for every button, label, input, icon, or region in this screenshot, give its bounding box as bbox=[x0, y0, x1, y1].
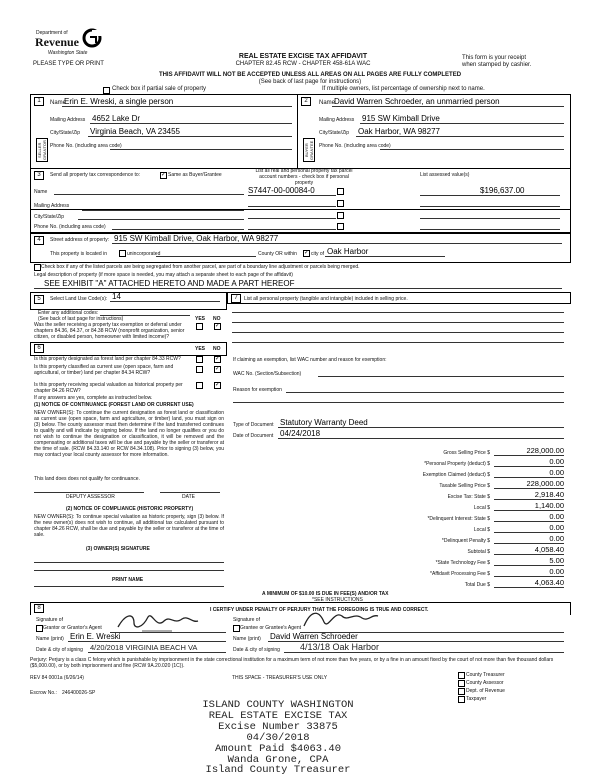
buyer-name[interactable]: David Warren Schroeder, an unmarried person bbox=[334, 97, 500, 106]
personal-property-line-2[interactable] bbox=[232, 322, 564, 323]
buyer-name-label: Name bbox=[319, 100, 336, 106]
tax-line-label: *Delinquent Penalty $ bbox=[441, 538, 490, 544]
owner-signature-line[interactable] bbox=[34, 562, 224, 563]
seller-mailing-line bbox=[90, 123, 292, 124]
correspondence-city-label: City/State/Zip bbox=[34, 214, 65, 220]
current-use-yes-checkbox[interactable] bbox=[196, 366, 203, 373]
parcel-line-4[interactable] bbox=[248, 229, 336, 230]
section-6-yes-header: YES bbox=[195, 346, 206, 352]
grantor-date-label: Date & city of signing bbox=[36, 647, 83, 653]
stamp-line-4: 04/30/2018 bbox=[246, 732, 310, 744]
tax-line-underline bbox=[494, 532, 564, 533]
buyer-mailing[interactable]: 915 SW Kimball Drive bbox=[362, 114, 440, 123]
print-name-label: PRINT NAME bbox=[112, 577, 144, 583]
deputy-signature-line[interactable] bbox=[34, 492, 144, 493]
send-correspondence-label: Send all property tax correspondence to: bbox=[50, 172, 141, 178]
seller-name-label: Name bbox=[50, 100, 67, 106]
parcel-number[interactable]: S7447-00-00084-0 bbox=[248, 186, 315, 195]
exemption-question: Was the seller receiving a property tax exemption or deferral under chapters 84.36, 84.37, or 84.38 RCW (nonprofit organization, senior citizen, or disabled person, homeowner with limited income)? bbox=[34, 322, 185, 340]
correspondence-name-line[interactable] bbox=[54, 194, 244, 195]
personal-property-line-3[interactable] bbox=[232, 332, 564, 333]
grantor-signature-line bbox=[110, 632, 226, 633]
escrow-label: Escrow No.: bbox=[30, 690, 57, 696]
tax-line-underline bbox=[494, 488, 564, 489]
section-1-number: 1 bbox=[34, 97, 44, 106]
wac-label: WAC No. (Section/Subsection) bbox=[233, 371, 302, 377]
land-use-line bbox=[110, 301, 220, 302]
forest-land-question: Is this property designated as forest land per chapter 84.33 RCW? bbox=[34, 356, 181, 362]
partial-sale-checkbox[interactable] bbox=[103, 87, 110, 94]
buyer-name-line bbox=[332, 106, 564, 107]
buyer-city-line bbox=[356, 136, 564, 137]
tax-line-label: *State Technology Fee $ bbox=[435, 560, 490, 566]
tax-line-underline bbox=[494, 499, 564, 500]
doc-type-label: Type of Document bbox=[233, 422, 274, 428]
buyer-city[interactable]: Oak Harbor, WA 98277 bbox=[358, 127, 440, 136]
property-city-line bbox=[325, 256, 445, 257]
segregated-label: Check box if any of the listed parcels are being segregated from another parcel, are part of a boundary line adjustment or parcels being merged. bbox=[41, 264, 360, 270]
located-label: This property is located in bbox=[50, 251, 107, 257]
additional-codes-line[interactable] bbox=[100, 315, 190, 316]
tax-line-value[interactable]: 1,140.00 bbox=[534, 501, 564, 510]
perjury-statement: Perjury: Perjury is a class C felony which is punishable by imprisonment in the state correctional institution for a maximum term of not more than five years, or by a fine in an amount fixed by the court of not more than five thousand dollars ($5,000.00), or by both imprisonment and fine (RCW 9A.20.020 (1C)). bbox=[30, 657, 554, 669]
doc-date-line bbox=[278, 438, 564, 439]
notice-continuance-title: (1) NOTICE OF CONTINUANCE (FOREST LAND OR CURRENT USE) bbox=[34, 402, 194, 408]
parcel-line-1 bbox=[248, 195, 336, 196]
exemption-no-checkbox[interactable]: ✓ bbox=[215, 323, 221, 329]
personal-property-line-4[interactable] bbox=[232, 342, 564, 343]
correspondence-city-line[interactable] bbox=[78, 219, 244, 220]
grantor-name-line bbox=[68, 641, 226, 642]
tax-line-value[interactable]: 4,063.40 bbox=[534, 578, 564, 587]
reason-line-2[interactable] bbox=[233, 402, 564, 403]
tax-line-label: *Personal Property (deduct) $ bbox=[424, 461, 490, 467]
reason-label: Reason for exemption bbox=[233, 387, 282, 393]
additional-codes-note: (See back of last page for instructions) bbox=[38, 316, 124, 322]
seller-name[interactable]: Erin E. Wreski, a single person bbox=[64, 97, 174, 106]
correspondence-mailing-line[interactable] bbox=[82, 210, 244, 211]
tax-line-label: *Delinquent Interest: State $ bbox=[427, 516, 490, 522]
please-type: PLEASE TYPE OR PRINT bbox=[33, 61, 104, 67]
exemption-yes-checkbox[interactable] bbox=[196, 323, 203, 330]
stamp-line-2: REAL ESTATE EXCISE TAX bbox=[208, 710, 348, 722]
any-yes-note: If any answers are yes, complete as instructed below. bbox=[34, 395, 153, 401]
seller-city-line bbox=[88, 136, 292, 137]
grantee-date-line bbox=[284, 652, 564, 653]
current-use-question: Is this property classified as current use (open space, farm and agricultural, or timber) land per chapter 84.34 RCW? bbox=[34, 364, 174, 376]
section-4-number: 4 bbox=[34, 236, 44, 245]
washington-logo-icon bbox=[82, 28, 102, 48]
grantor-date-city[interactable]: 4/20/2018 VIRGINIA BEACH VA bbox=[90, 643, 198, 652]
grantor-signature-label: Signature of bbox=[36, 617, 63, 623]
legal-description[interactable]: SEE EXHIBIT "A" ATTACHED HERETO AND MADE A PART HEREOF bbox=[44, 279, 295, 288]
land-qualify-statement: This land does does not qualify for continuance. bbox=[34, 476, 140, 482]
tax-line-underline bbox=[494, 565, 564, 566]
grantee-date-city[interactable]: 4/13/18 Oak Harbor bbox=[300, 642, 380, 652]
tax-line-underline bbox=[494, 455, 564, 456]
tax-line-value[interactable]: 228,000.00 bbox=[526, 446, 564, 455]
tax-line-label: Local $ bbox=[473, 527, 490, 533]
parcel-2-personal-checkbox[interactable] bbox=[337, 200, 344, 207]
partial-sale-label: Check box if partial sale of property bbox=[112, 86, 207, 92]
form-title: REAL ESTATE EXCISE TAX AFFIDAVIT bbox=[238, 53, 368, 60]
correspondence-phone-label: Phone No. (including area code) bbox=[34, 224, 106, 230]
grantee-name[interactable]: David Warren Schroeder bbox=[270, 632, 358, 641]
assessed-header: List assessed value(s) bbox=[420, 172, 470, 178]
tax-line-value[interactable]: 0.00 bbox=[549, 567, 564, 576]
rev-number: REV 84 0001a (6/26/14) bbox=[30, 675, 84, 681]
seller-city[interactable]: Virginia Beach, VA 23455 bbox=[90, 127, 180, 136]
grantee-date-label: Date & city of signing bbox=[233, 647, 280, 653]
parcel-1-personal-checkbox[interactable] bbox=[337, 188, 344, 195]
receipt-note-2: when stamped by cashier. bbox=[462, 62, 532, 68]
copy-checkbox-revenue[interactable] bbox=[458, 688, 465, 695]
legal-description-label: Legal description of property (if more space is needed, you may attach a separate sheet to each page of the affidavit) bbox=[34, 272, 293, 278]
dept-line3: Washington State bbox=[48, 50, 88, 56]
owner-signature-label: (3) OWNER(S) SIGNATURE bbox=[86, 546, 150, 552]
copy-checkbox-assessor[interactable] bbox=[458, 680, 465, 687]
buyer-mailing-label: Mailing Address bbox=[319, 117, 355, 123]
multiple-owners-note: If multiple owners, list percentage of ownership next to name. bbox=[322, 86, 485, 92]
tax-line-label: Gross Selling Price $ bbox=[443, 450, 490, 456]
seller-mailing-label: Mailing Address bbox=[50, 117, 86, 123]
personal-property-label: List all personal property (tangible and intangible) included in selling price. bbox=[244, 296, 408, 302]
historic-no-checkbox[interactable]: ✓ bbox=[215, 382, 221, 388]
deputy-assessor-label: DEPUTY ASSESSOR bbox=[66, 494, 115, 500]
tax-line-value[interactable]: 4,058.40 bbox=[534, 545, 564, 554]
certify-statement: I CERTIFY UNDER PENALTY OF PERJURY THAT THE FOREGOING IS TRUE AND CORRECT. bbox=[210, 607, 429, 613]
section-7-number: 7 bbox=[231, 294, 241, 303]
seller-phone-label: Phone No. (including area code) bbox=[50, 143, 122, 149]
buyer-city-label: City/State/Zip bbox=[319, 130, 350, 136]
tax-line-underline bbox=[494, 576, 564, 577]
correspondence-phone-line[interactable] bbox=[112, 229, 244, 230]
assessed-line-1 bbox=[420, 195, 560, 196]
receipt-note-1: This form is your receipt bbox=[462, 55, 527, 61]
stamp-line-7: Island County Treasurer bbox=[205, 764, 351, 776]
tax-line-value[interactable]: 2,918.40 bbox=[534, 490, 564, 499]
street-line bbox=[112, 243, 562, 244]
tax-line-value[interactable]: 228,000.00 bbox=[526, 479, 564, 488]
parcel-line-3[interactable] bbox=[248, 218, 336, 219]
minimum-fee-note: A MINIMUM OF $10.00 IS DUE IN FEE(S) AND/OR TAX bbox=[262, 591, 389, 597]
forest-no-checkbox[interactable]: ✓ bbox=[215, 356, 221, 362]
doc-type-line bbox=[278, 427, 564, 428]
tax-line-value[interactable]: 0.00 bbox=[549, 534, 564, 543]
seller-city-label: City/State/Zip bbox=[50, 130, 81, 136]
copy-checkbox-treasurer[interactable] bbox=[458, 672, 465, 679]
form-subtitle: CHAPTER 82.45 RCW - CHAPTER 458-61A WAC bbox=[235, 61, 371, 67]
assessed-value[interactable]: $196,637.00 bbox=[480, 186, 525, 195]
warning-banner: THIS AFFIDAVIT WILL NOT BE ACCEPTED UNLESS ALL AREAS ON ALL PAGES ARE FULLY COMPLETED bbox=[158, 72, 462, 78]
county-or-within-label: County OR within bbox=[258, 251, 297, 257]
grantee-agent-checkbox[interactable] bbox=[233, 625, 240, 632]
treasurer-use-label: THIS SPACE - TREASURER'S USE ONLY bbox=[232, 675, 328, 681]
correspondence-mailing-label: Mailing Address bbox=[34, 203, 70, 209]
tax-line-value[interactable]: 0.00 bbox=[549, 512, 564, 521]
copy-county-assessor: County Assessor bbox=[466, 680, 504, 686]
stamp-line-6: Wanda Grone, CPA bbox=[227, 754, 329, 766]
section-6-number: 6 bbox=[34, 344, 44, 353]
notice-compliance-title: (2) NOTICE OF COMPLIANCE (HISTORIC PROPERTY) bbox=[66, 506, 194, 512]
segregated-checkbox[interactable] bbox=[34, 264, 41, 271]
see-instructions-note: *SEE INSTRUCTIONS bbox=[312, 597, 363, 603]
seller-phone-line[interactable] bbox=[110, 149, 292, 150]
land-use-label: Select Land Use Code(s): bbox=[50, 296, 108, 302]
buyer-phone-label: Phone No. (including area code) bbox=[319, 143, 391, 149]
personal-property-line-1[interactable] bbox=[232, 312, 564, 313]
assessed-line-3[interactable] bbox=[420, 218, 560, 219]
dept-line2: Revenue bbox=[35, 35, 79, 49]
seller-grantor-tag: SELLER GRANTOR bbox=[36, 138, 48, 162]
doc-date[interactable]: 04/24/2018 bbox=[280, 429, 321, 438]
tax-line-underline bbox=[494, 477, 564, 478]
grantee-name-label: Name (print) bbox=[233, 636, 261, 642]
tax-line-underline bbox=[494, 521, 564, 522]
copy-county-treasurer: County Treasurer bbox=[466, 672, 505, 678]
tax-line-label: *Affidavit Processing Fee $ bbox=[430, 571, 490, 577]
street-address[interactable]: 915 SW Kimball Drive, Oak Harbor, WA 98277 bbox=[114, 234, 279, 243]
assessed-line-2[interactable] bbox=[420, 206, 560, 207]
same-as-buyer-label: Same as Buyer/Grantee bbox=[168, 172, 222, 178]
tax-line-label: Local $ bbox=[473, 505, 490, 511]
buyer-mailing-line bbox=[360, 123, 564, 124]
land-use-code[interactable]: 14 bbox=[112, 292, 121, 301]
copy-checkbox-taxpayer[interactable] bbox=[458, 696, 465, 703]
grantor-date-line bbox=[88, 652, 226, 653]
section-2-number: 2 bbox=[301, 97, 311, 106]
section-3-number: 3 bbox=[34, 171, 44, 180]
grantee-signature-label: Signature of bbox=[233, 617, 260, 623]
buyer-grantee-tag: BUYER GRANTEE bbox=[303, 138, 315, 162]
city-of-label: city of bbox=[311, 251, 325, 257]
buyer-phone-line[interactable] bbox=[380, 149, 564, 150]
tax-line-label: Taxable Selling Price $ bbox=[439, 483, 490, 489]
historic-yes-checkbox[interactable] bbox=[196, 382, 203, 389]
tax-line-value[interactable]: 5.00 bbox=[549, 556, 564, 565]
notice-compliance-body: NEW OWNER(S): To continue special valuation as historic property, sign (3) below. If the new owner(s) does not wish to continue, all additional tax calculated pursuant to chapter 84.26 RCW, shall be due and payable by the seller or transferor at the time of sale. bbox=[34, 514, 224, 538]
tax-line-label: Excise Tax: State $ bbox=[447, 494, 490, 500]
section-5-no-header: NO bbox=[213, 316, 221, 322]
deputy-date-label: DATE bbox=[182, 494, 195, 500]
parcel-3-personal-checkbox[interactable] bbox=[337, 212, 344, 219]
copy-dept-revenue: Dept. of Revenue bbox=[466, 688, 505, 694]
grantee-signature-icon[interactable] bbox=[300, 606, 380, 632]
property-city[interactable]: Oak Harbor bbox=[327, 247, 369, 256]
grantor-agent-label: Grantor or Grantor's Agent bbox=[43, 625, 102, 631]
print-name-line[interactable] bbox=[34, 586, 224, 587]
exemption-claim-label: If claiming an exemption, list WAC number and reason for exemption: bbox=[233, 357, 387, 363]
stamp-line-5: Amount Paid $4063.40 bbox=[214, 743, 342, 755]
dept-line1: Department of bbox=[36, 30, 68, 36]
same-as-buyer-checkbox[interactable]: ✓ bbox=[161, 172, 167, 178]
escrow-number: 246400026-SP bbox=[62, 690, 96, 696]
stamp-line-1: ISLAND COUNTY WASHINGTON bbox=[202, 699, 354, 711]
tax-line-underline bbox=[494, 587, 564, 588]
notice-continuance-body: NEW OWNER(S): To continue the current designation as forest land or classification as current use (open space, farm and agriculture, or timber) land, you must sign on (3) below. The county assessor must then determine if the land transferred continues to qualify and will indicate by signing below. If the land no longer qualifies or you do not wish to continue the designation or classification, it will be removed and the compensating or additional taxes will be due and payable by the seller or transferor at the time of sale. (RCW 84.33.140 or RCW 84.34.108). Prior to signing (3) below, you may contact your local county assessor for more information. bbox=[34, 410, 224, 458]
tax-line-label: Exemption Claimed (deduct) $ bbox=[422, 472, 490, 478]
doc-date-label: Date of Document bbox=[233, 433, 274, 439]
seller-mailing[interactable]: 4652 Lake Dr bbox=[92, 114, 141, 123]
grantor-name[interactable]: Erin E. Wreski bbox=[70, 632, 121, 641]
correspondence-name-label: Name bbox=[34, 189, 48, 195]
tax-line-underline bbox=[494, 554, 564, 555]
additional-codes-label: Enter any additional codes: bbox=[38, 310, 99, 316]
section-8-number: 8 bbox=[34, 604, 44, 613]
section-6-no-header: NO bbox=[213, 346, 221, 352]
seller-name-line bbox=[62, 106, 292, 107]
county-line[interactable] bbox=[156, 256, 256, 257]
section-4-box bbox=[30, 233, 571, 263]
parcel-line-2[interactable] bbox=[248, 206, 336, 207]
tax-line-value[interactable]: 0.00 bbox=[549, 468, 564, 477]
instructions-note: (See back of last page for instructions) bbox=[258, 79, 362, 85]
copy-taxpayer: Taxpayer bbox=[466, 696, 487, 702]
legal-line bbox=[34, 288, 562, 289]
parcel-header-2: account numbers - check box if personal property bbox=[259, 174, 349, 186]
section-5-number: 5 bbox=[34, 295, 44, 304]
owner-signature-line-2[interactable] bbox=[34, 570, 224, 571]
stamp-line-3: Excise Number 33875 bbox=[218, 721, 338, 733]
reason-line-1[interactable] bbox=[286, 392, 564, 393]
tax-line-underline bbox=[494, 510, 564, 511]
tax-line-value[interactable]: 0.00 bbox=[549, 523, 564, 532]
tax-line-underline bbox=[494, 543, 564, 544]
historic-question: Is this property receiving special valuation as historical property per chapter 84.26 RCW? bbox=[34, 382, 183, 394]
tax-line-value[interactable]: 0.00 bbox=[549, 457, 564, 466]
grantee-agent-label: Grantee or Grantee's Agent bbox=[240, 625, 301, 631]
grantor-name-label: Name (print) bbox=[36, 636, 64, 642]
grantor-agent-checkbox[interactable] bbox=[36, 625, 43, 632]
assessed-line-4[interactable] bbox=[420, 229, 560, 230]
tax-line-underline bbox=[494, 466, 564, 467]
city-of-checkbox[interactable]: ✓ bbox=[304, 250, 310, 256]
doc-type[interactable]: Statutory Warranty Deed bbox=[280, 418, 368, 427]
street-label: Street address of property: bbox=[50, 237, 110, 243]
current-use-no-checkbox[interactable]: ✓ bbox=[215, 366, 221, 372]
parcel-header-1: List all real and personal property tax parcel bbox=[255, 168, 353, 174]
tax-line-label: Subtotal $ bbox=[467, 549, 490, 555]
unincorporated-label: unincorporated bbox=[127, 251, 161, 257]
unincorporated-checkbox[interactable] bbox=[119, 250, 126, 257]
wac-line[interactable] bbox=[318, 376, 564, 377]
deputy-date-line[interactable] bbox=[160, 492, 220, 493]
tax-line-label: Total Due $ bbox=[464, 582, 490, 588]
forest-yes-checkbox[interactable] bbox=[196, 356, 203, 363]
parcel-4-personal-checkbox[interactable] bbox=[337, 223, 344, 230]
section-5-yes-header: YES bbox=[195, 316, 206, 322]
